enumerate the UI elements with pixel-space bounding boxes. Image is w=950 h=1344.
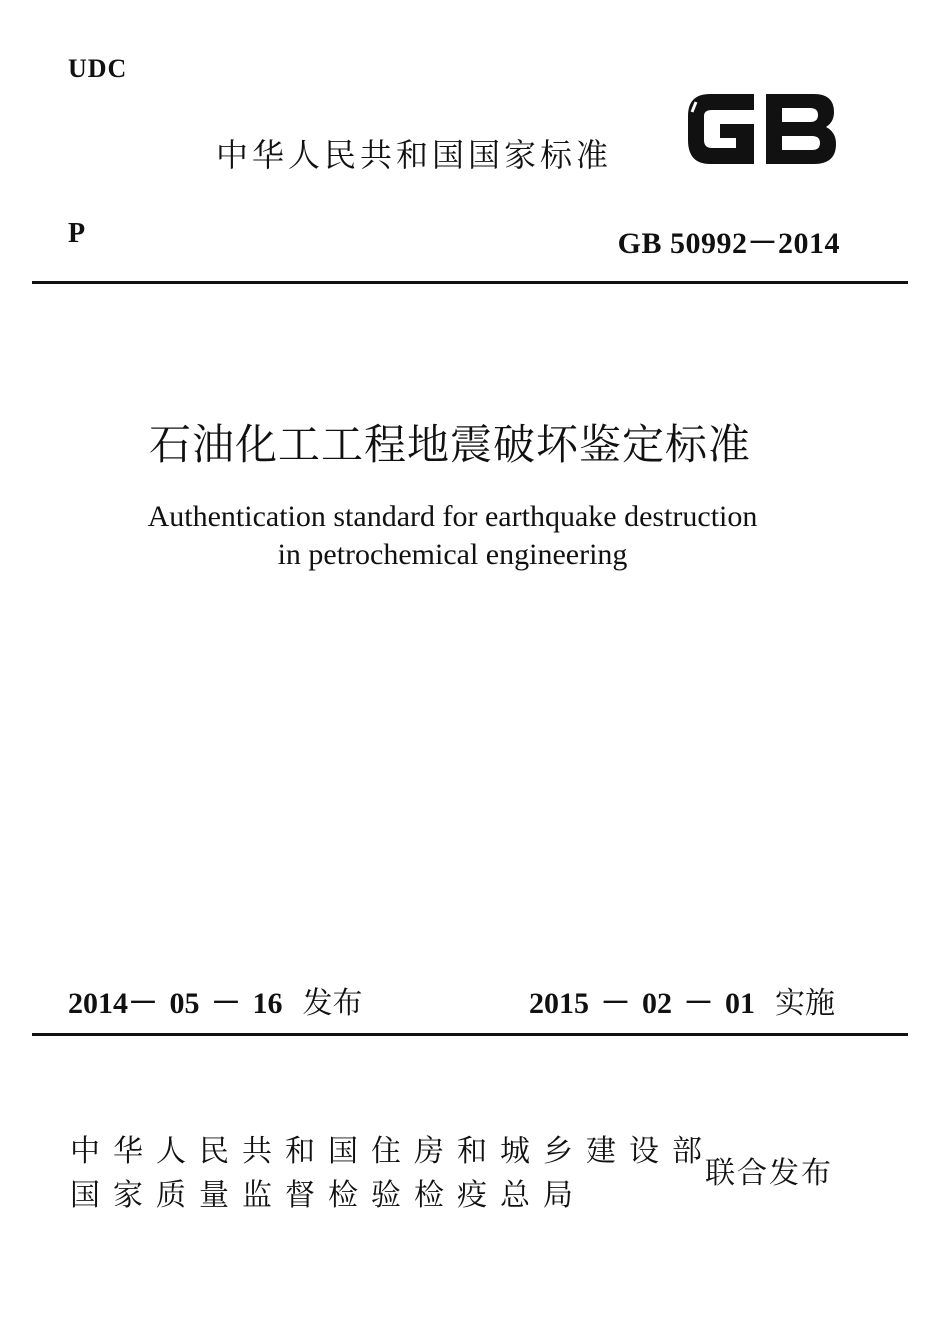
top-divider [32,281,908,284]
title-english [0,498,905,574]
title-english-line2: in petrochemical engineering [277,538,628,571]
national-standard-label: 中华人民共和国国家标准 [216,136,613,174]
implement-label: 实施 [775,986,835,1021]
bottom-divider [32,1033,908,1036]
issue-date: 2014－ 05 － 16 [68,987,283,1020]
implement-date: 2015 － 02 － 01 [529,987,755,1020]
title-english-line1: Authentication standard for earthquake destruction [147,500,758,533]
issue-label: 发布 [302,986,363,1021]
joint-issue-label: 联合发布 [705,1156,833,1191]
title-chinese: 石油化工工程地震破坏鉴定标准 [148,420,751,469]
udc-label: UDC [68,54,128,83]
implement-date-block [529,978,835,1022]
issue-date-block [68,978,363,1022]
standard-number: GB 50992－2014 [617,227,840,260]
issuer-line-1: 中华人民共和国住房和城乡建设部 [70,1134,715,1169]
gb-logo [682,84,842,172]
classification-code: P [68,218,86,249]
issuer-line-2: 国家质量监督检验检疫总局 [70,1178,586,1213]
